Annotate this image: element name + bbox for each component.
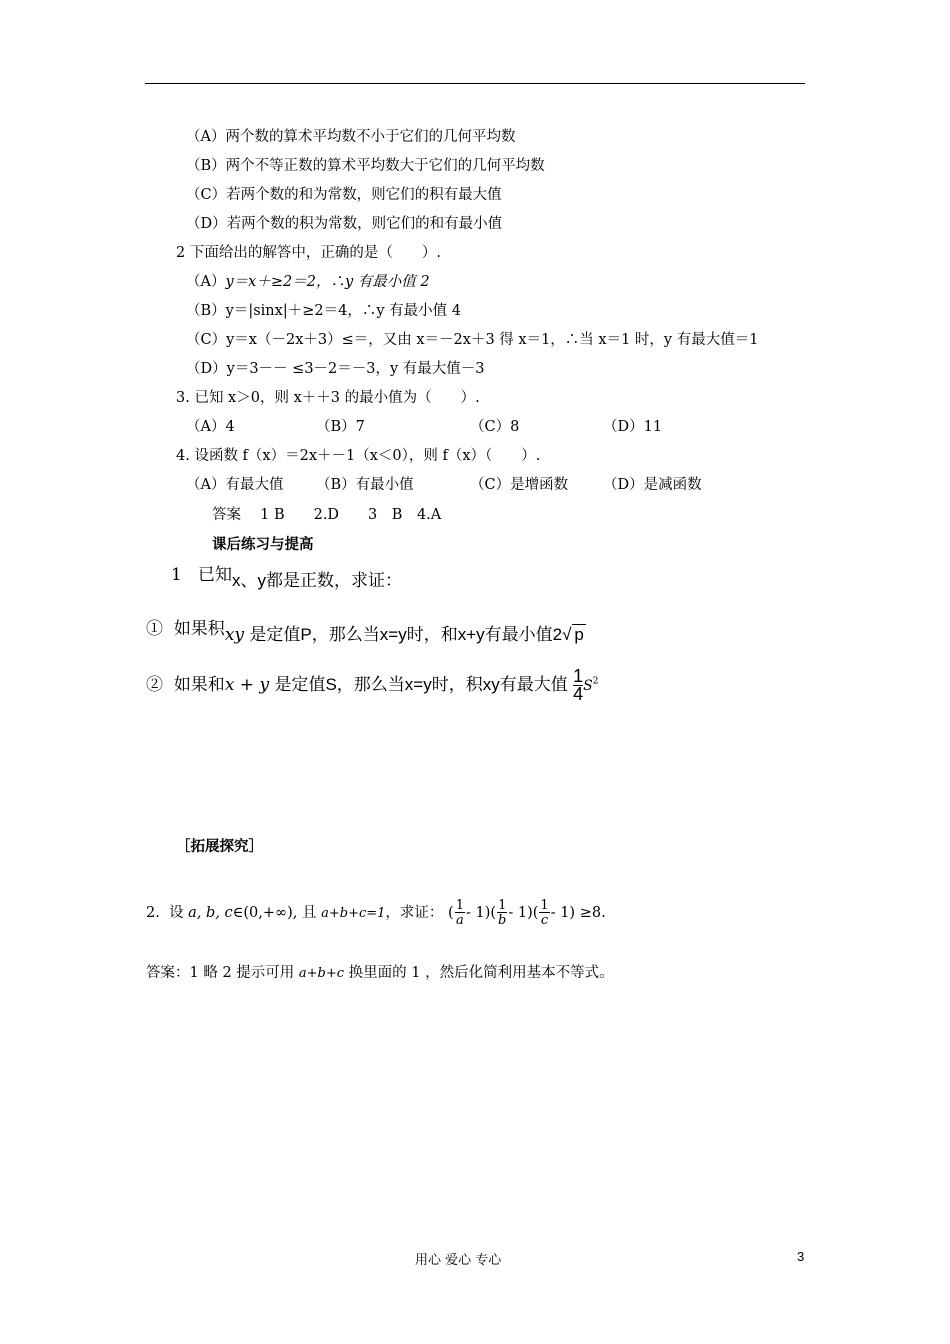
exercise-2 (146, 899, 606, 927)
exercise-1-rest: 都是正数，求证： (266, 571, 403, 591)
fraction-denominator: 4 (573, 684, 584, 704)
part-1-sqrt-arg: p (574, 625, 584, 644)
q2-a-prefix: （A） (186, 274, 226, 290)
exercise-2-result: ≥8. (579, 905, 606, 921)
part-1-text: 是定值P，那么当x=y时，和x+y有最小值2 (249, 625, 563, 644)
frac-1-over-b (497, 899, 507, 927)
q2-option-a (186, 272, 430, 292)
q4-option-b: （B）有最小值 (316, 477, 414, 493)
exercise-1-part-2 (146, 668, 599, 703)
frac-a-den: a (455, 913, 464, 928)
frac-1-over-c (539, 899, 549, 927)
q2-option-d (186, 359, 485, 379)
q3-option-b: （B）7 (316, 419, 365, 435)
q2-stem: 2 下面给出的解答中，正确的是（ ）. (176, 245, 441, 261)
exercise-2-vars: a, b, c (188, 905, 233, 921)
q2-b-text: y＝|sinx|＋≥2＝4，∴y 有最小值 4 (225, 303, 461, 319)
q2-a-text: y＝x＋≥2＝2，∴y 有最小值 2 (225, 274, 430, 290)
exercise-1-stem (171, 565, 403, 591)
final-answer-rest: 换里面的 1 ，然后化简利用基本不等式。 (348, 965, 614, 981)
header-rule (145, 83, 805, 84)
part-2-s: S (583, 678, 593, 694)
q3-option-c: （C）8 (470, 419, 520, 435)
q2-c-text: y＝x（－2x＋3）≤＝，又由 x＝－2x＋3 得 x＝1，∴当 x＝1 时，y 有最大值＝1 (226, 332, 759, 348)
q4-option-d: （D）是减函数 (603, 477, 702, 493)
page-number: 3 (797, 1249, 805, 1264)
part-2-lead: 如果和 (173, 675, 225, 695)
exercise-2-lead: 设 (169, 905, 184, 921)
q2-d-prefix: （D） (186, 361, 227, 377)
part-2-exponent: 2 (592, 676, 599, 687)
q2-option-c (186, 330, 758, 350)
part-2-text: 是定值S，那么当x=y时，积xy有最大值 (274, 675, 568, 694)
q2-d-text: y＝3－－ ≤3－2＝－3，y 有最大值－3 (226, 361, 485, 377)
exercise-2-number: 2. (146, 905, 160, 921)
frac-c-num: 1 (540, 898, 549, 913)
section-title-extend: ［拓展探究］ (176, 839, 263, 855)
part-1-xy: xy (224, 625, 245, 645)
minus-one-c: - 1) (550, 905, 576, 921)
q1-option-d: （D）若两个数的积为常数，则它们的和有最小值 (186, 216, 503, 232)
answers-line: 答案 1 B 2.D 3 B 4.A (212, 507, 442, 523)
exercise-2-cond-lead: 且 (302, 905, 317, 921)
exercise-1-lead: 已知 (198, 565, 233, 585)
section-title-after-class: 课后练习与提高 (212, 537, 314, 553)
frac-c-den: c (540, 913, 549, 928)
final-answer-lead: 答案：1 略 2 提示可用 (146, 965, 295, 981)
part-1-lead: 如果积 (173, 619, 225, 639)
part-2-fraction (573, 668, 583, 703)
q4-option-a: （A）有最大值 (186, 477, 284, 493)
footer-text: 用心 爱心 专心 (415, 1253, 502, 1268)
frac-a-num: 1 (455, 898, 464, 913)
part-2-xy: x + y (224, 675, 270, 695)
q2-option-b (186, 301, 461, 321)
frac-b-den: b (498, 913, 507, 928)
q4-option-c: （C）是增函数 (470, 477, 569, 493)
minus-one-b: - 1) (508, 905, 533, 921)
exercise-1-number: 1 (171, 565, 182, 585)
minus-one-a: - 1) (465, 905, 491, 921)
q1-option-a: （A）两个数的算术平均数不小于它们的几何平均数 (186, 129, 516, 145)
q3-stem: 3. 已知 x＞0，则 x＋＋3 的最小值为（ ）. (176, 390, 480, 406)
q3-option-d: （D）11 (603, 419, 663, 435)
q1-option-b: （B）两个不等正数的算术平均数大于它们的几何平均数 (186, 158, 545, 174)
frac-1-over-a (455, 899, 465, 927)
final-answer-expr: a+b+c (298, 966, 345, 981)
exercise-1-vars: x、y (232, 571, 267, 590)
exercise-2-expression: ( $\frac{1}{a}$ - 1)( $\frac{1}{b}$ - 1)( $\frac{1}{c}$ - 1) ≥8. (448, 898, 606, 928)
fraction-numerator: 1 (573, 666, 584, 686)
q1-option-c: （C）若两个数的和为常数，则它们的积有最大值 (186, 187, 502, 203)
q4-stem: 4. 设函数 f（x）＝2x＋－1（x＜0），则 f（x）（ ）. (176, 448, 541, 464)
final-answer (146, 963, 614, 984)
q2-b-prefix: （B） (186, 303, 226, 319)
exercise-2-condition: a+b+c=1 (321, 906, 386, 921)
frac-b-num: 1 (498, 898, 507, 913)
q3-option-a: （A）4 (186, 419, 235, 435)
q2-c-prefix: （C） (186, 332, 227, 348)
part-2-marker: ② (146, 675, 163, 695)
part-1-marker: ① (146, 619, 163, 639)
exercise-2-prove: ，求证： (385, 905, 444, 921)
exercise-1-part-1: ① 如果积xy 是定值P，那么当x=y时，和x+y有最小值2√ p (146, 619, 584, 645)
exercise-2-interval: ∈(0,+∞), (232, 905, 298, 921)
